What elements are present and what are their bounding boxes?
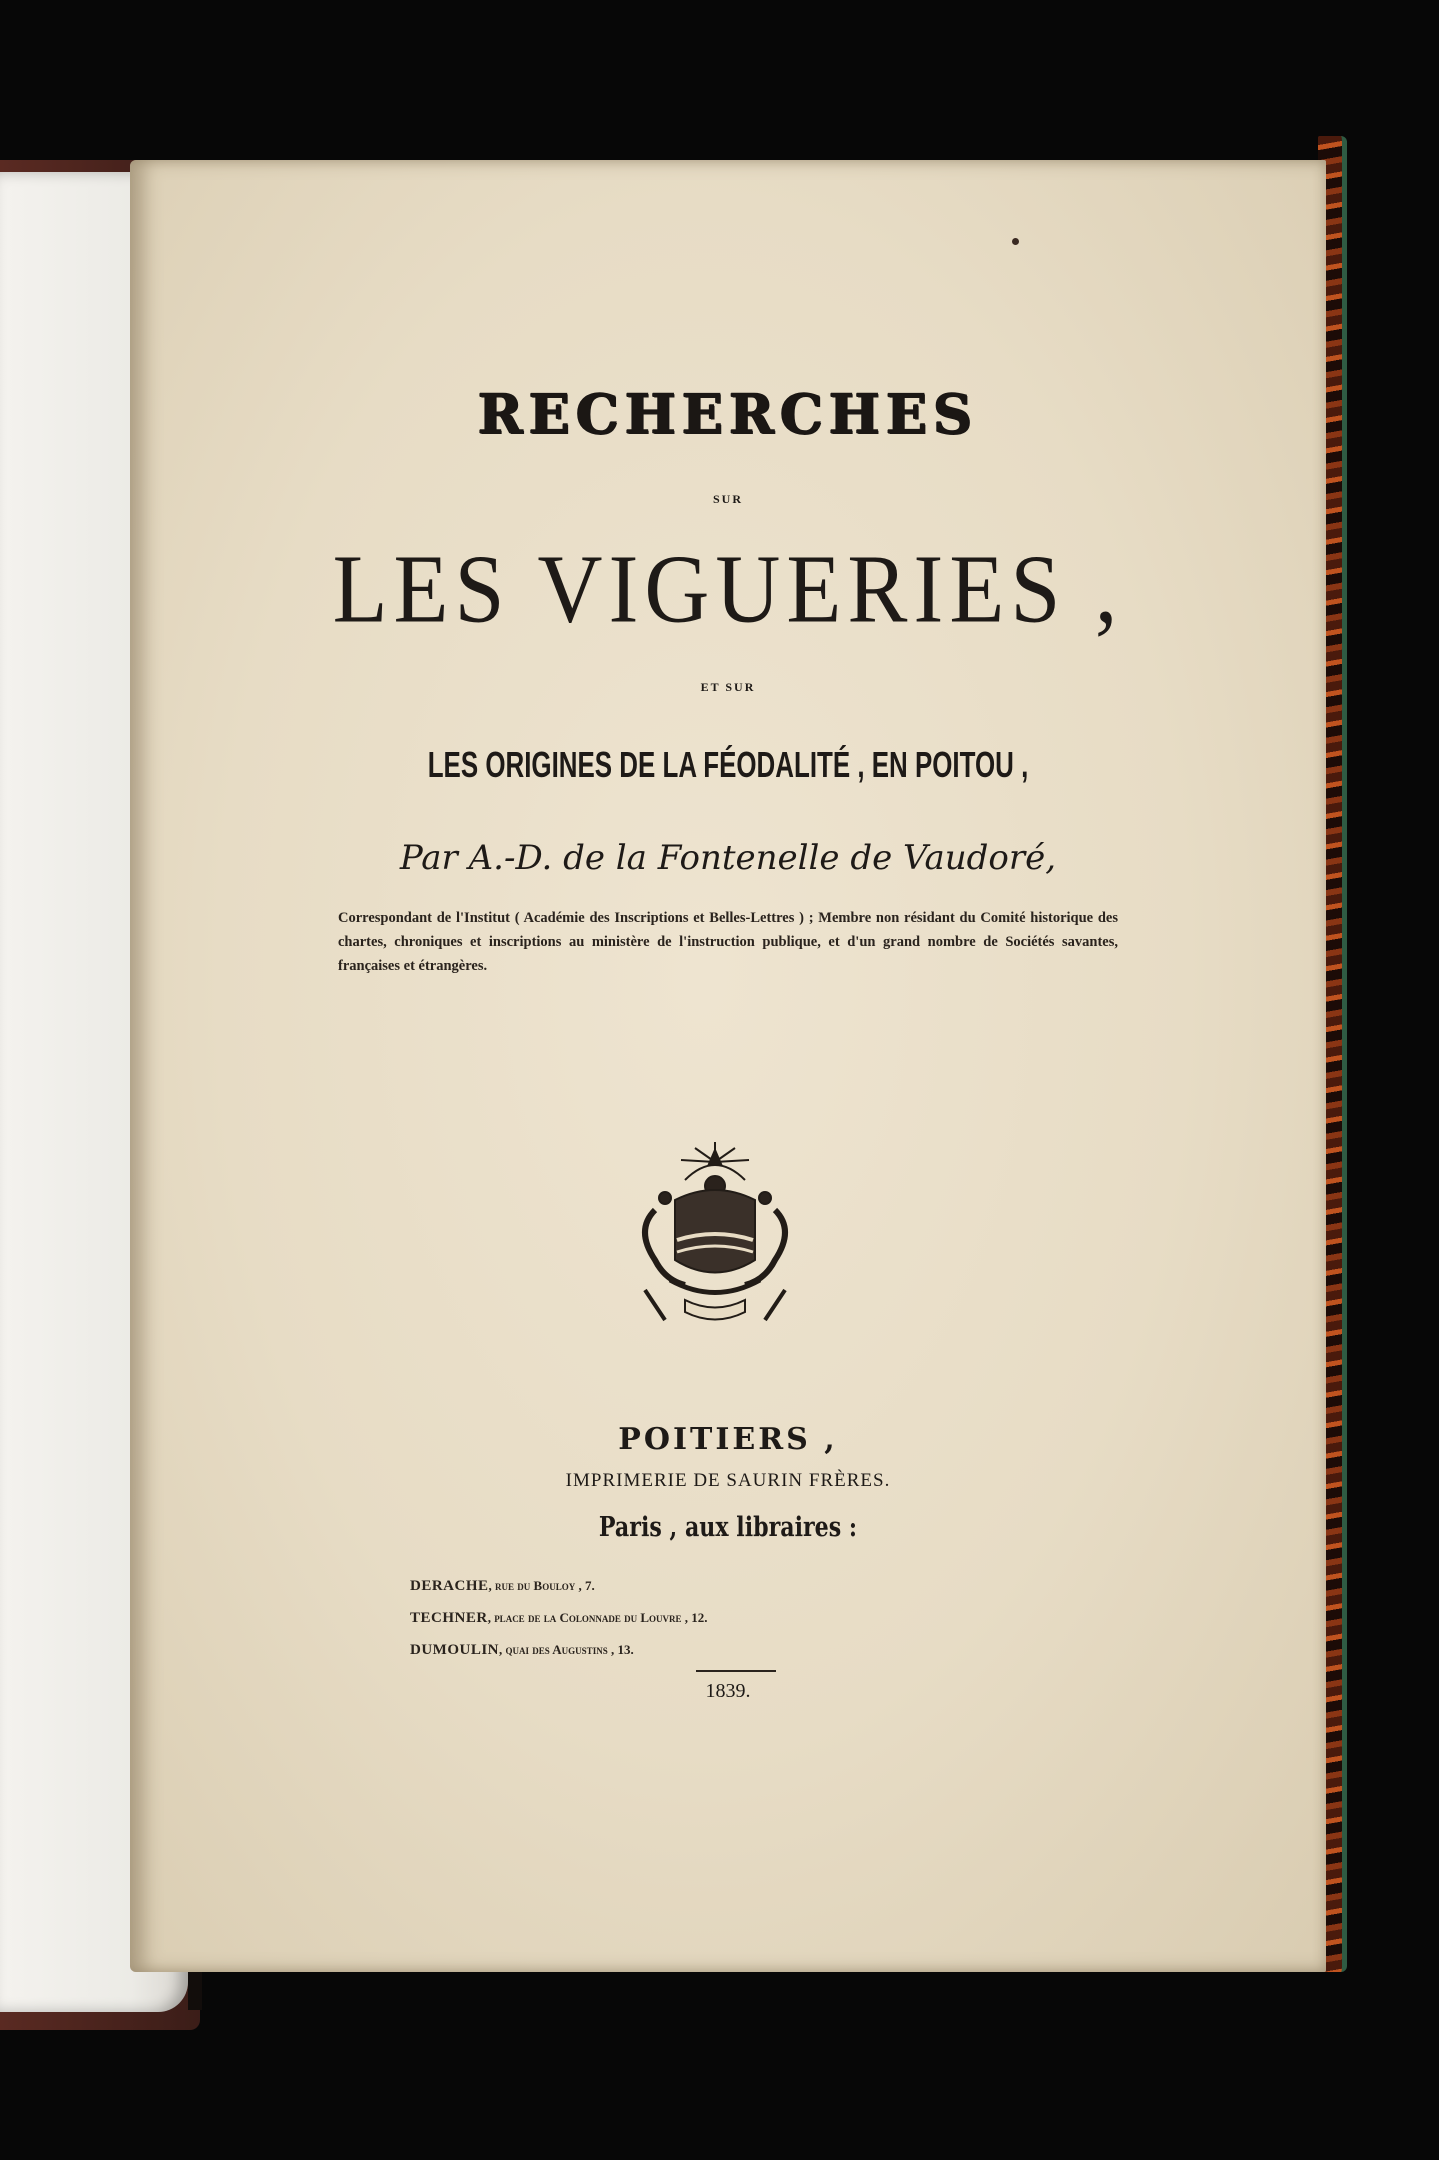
subtitle: LES ORIGINES DE LA FÉODALITÉ , EN POITOU , — [427, 744, 1029, 785]
author-credentials: Correspondant de l'Institut ( Académie des Inscriptions et Belles-Lettres ) ; Membre non résidant du Comité historique des chartes, chroniques et inscriptions au ministère de l'instruction publique, et d'un grand nombre de Sociétés savantes, françaises et étrangères. — [338, 910, 1118, 974]
year-rule — [696, 1670, 776, 1672]
bookseller-address: , rue du Bouloy , 7. — [488, 1578, 595, 1593]
bookseller-entry — [410, 1634, 1170, 1666]
title-page — [130, 160, 1326, 1972]
publication-year: 1839. — [705, 1680, 751, 1702]
bookseller-name: DERACHE — [410, 1578, 489, 1594]
title-sur: SUR — [712, 492, 743, 506]
title-et-sur: ET SUR — [700, 680, 756, 694]
paper-speck — [1012, 238, 1019, 245]
bookseller-entry — [410, 1602, 1170, 1634]
bookseller-name: DUMOULIN — [410, 1642, 499, 1658]
imprint-printer: IMPRIMERIE DE SAURIN FRÈRES. — [565, 1470, 891, 1491]
bookseller-entry — [410, 1570, 1170, 1602]
title-recherches: RECHERCHES — [477, 382, 979, 446]
booksellers-list — [410, 1570, 1170, 1666]
imprint-city: POITIERS , — [618, 1422, 838, 1457]
bookseller-address: , quai des Augustins , 13. — [499, 1642, 634, 1657]
printer-emblem-icon — [615, 1140, 815, 1330]
author-line: Par A.-D. de la Fontenelle de Vaudoré, — [399, 838, 1057, 878]
main-title: LES VIGUERIES , — [332, 536, 1124, 643]
bookseller-name: TECHNER — [410, 1610, 488, 1626]
paris-booksellers-heading: Paris , aux libraires : — [598, 1512, 858, 1543]
bookseller-address: , place de la Colonnade du Louvre , 12. — [487, 1610, 708, 1625]
